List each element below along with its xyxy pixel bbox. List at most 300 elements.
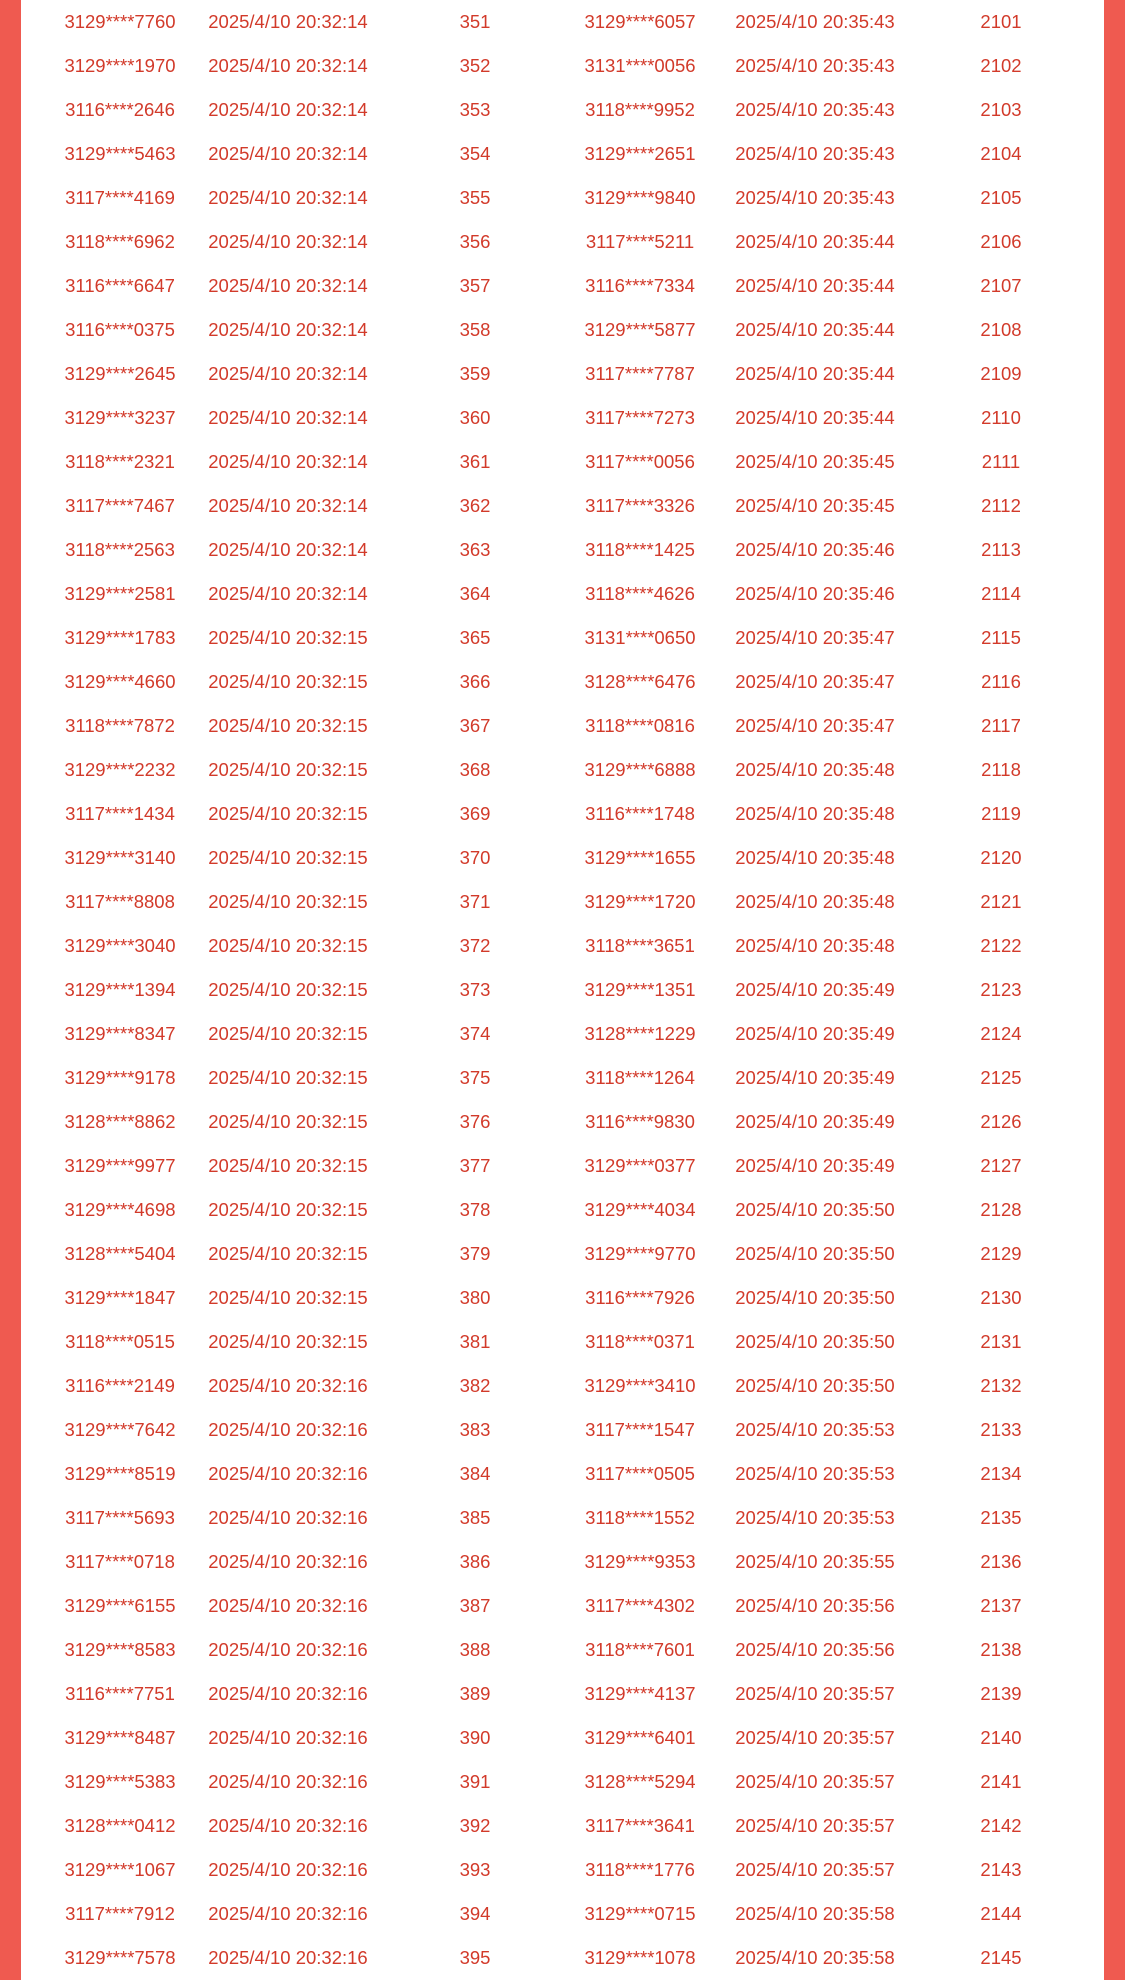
draw-time-left: 2025/4/10 20:32:15: [208, 714, 368, 736]
draw-time-left: 2025/4/10 20:32:15: [208, 1198, 368, 1220]
draw-time-left: 2025/4/10 20:32:15: [208, 1110, 368, 1132]
account-id-right: 3116****1748: [585, 802, 695, 824]
draw-time-right: 2025/4/10 20:35:50: [735, 1330, 895, 1352]
rank-number-right: 2128: [980, 1198, 1022, 1220]
table-row: [21, 1364, 1104, 1408]
rank-number-right: 2126: [980, 1110, 1022, 1132]
table-row: [21, 44, 1104, 88]
draw-time-left: 2025/4/10 20:32:15: [208, 1330, 368, 1352]
table-row: [21, 176, 1104, 220]
account-id-right: 3118****1425: [585, 538, 695, 560]
account-id-right: 3118****0816: [585, 714, 695, 736]
rank-number-left: 384: [459, 1462, 491, 1484]
draw-time-right: 2025/4/10 20:35:57: [735, 1682, 895, 1704]
draw-time-left: 2025/4/10 20:32:16: [208, 1506, 368, 1528]
draw-time-right: 2025/4/10 20:35:47: [735, 714, 895, 736]
rank-number-left: 394: [459, 1902, 491, 1924]
account-id-left: 3129****7760: [64, 10, 176, 32]
draw-time-right: 2025/4/10 20:35:46: [735, 538, 895, 560]
rank-number-right: 2123: [980, 978, 1022, 1000]
rank-number-left: 393: [459, 1858, 491, 1880]
draw-time-left: 2025/4/10 20:32:15: [208, 626, 368, 648]
rank-number-right: 2140: [980, 1726, 1022, 1748]
draw-time-right: 2025/4/10 20:35:44: [735, 318, 895, 340]
draw-time-right: 2025/4/10 20:35:48: [735, 890, 895, 912]
account-id-left: 3129****9178: [64, 1066, 176, 1088]
winner-list: [21, 0, 1104, 1980]
rank-number-right: 2132: [980, 1374, 1022, 1396]
table-row: [21, 440, 1104, 484]
account-id-right: 3129****1655: [584, 846, 696, 868]
draw-time-left: 2025/4/10 20:32:16: [208, 1902, 368, 1924]
account-id-left: 3117****1434: [65, 802, 175, 824]
rank-number-right: 2144: [980, 1902, 1022, 1924]
account-id-right: 3129****6401: [584, 1726, 696, 1748]
draw-time-right: 2025/4/10 20:35:49: [735, 978, 895, 1000]
account-id-right: 3129****1078: [584, 1946, 696, 1968]
table-row: [21, 1276, 1104, 1320]
rank-number-left: 363: [459, 538, 491, 560]
table-row: [21, 1012, 1104, 1056]
account-id-right: 3116****7334: [585, 274, 695, 296]
account-id-right: 3129****0377: [584, 1154, 696, 1176]
rank-number-right: 2120: [980, 846, 1022, 868]
draw-time-right: 2025/4/10 20:35:50: [735, 1242, 895, 1264]
rank-number-right: 2127: [980, 1154, 1022, 1176]
rank-number-left: 353: [459, 98, 491, 120]
draw-time-right: 2025/4/10 20:35:57: [735, 1814, 895, 1836]
draw-time-left: 2025/4/10 20:32:16: [208, 1374, 368, 1396]
draw-time-right: 2025/4/10 20:35:43: [735, 10, 895, 32]
account-id-left: 3129****2581: [64, 582, 176, 604]
draw-time-right: 2025/4/10 20:35:49: [735, 1022, 895, 1044]
table-row: [21, 1188, 1104, 1232]
rank-number-left: 362: [459, 494, 491, 516]
account-id-left: 3118****0515: [65, 1330, 175, 1352]
rank-number-right: 2106: [980, 230, 1022, 252]
rank-number-right: 2124: [980, 1022, 1022, 1044]
account-id-right: 3118****1776: [585, 1858, 695, 1880]
account-id-left: 3128****5404: [64, 1242, 176, 1264]
draw-time-right: 2025/4/10 20:35:58: [735, 1902, 895, 1924]
table-row: [21, 1804, 1104, 1848]
account-id-left: 3116****2149: [65, 1374, 175, 1396]
draw-time-right: 2025/4/10 20:35:43: [735, 54, 895, 76]
rank-number-right: 2125: [980, 1066, 1022, 1088]
draw-time-left: 2025/4/10 20:32:15: [208, 1154, 368, 1176]
rank-number-left: 367: [459, 714, 491, 736]
table-row: [21, 836, 1104, 880]
draw-time-left: 2025/4/10 20:32:16: [208, 1682, 368, 1704]
rank-number-left: 354: [459, 142, 491, 164]
account-id-right: 3117****7273: [585, 406, 695, 428]
rank-number-left: 364: [459, 582, 491, 604]
rank-number-left: 385: [459, 1506, 491, 1528]
rank-number-right: 2133: [980, 1418, 1022, 1440]
account-id-left: 3116****2646: [65, 98, 175, 120]
account-id-left: 3129****3237: [64, 406, 176, 428]
draw-time-right: 2025/4/10 20:35:56: [735, 1638, 895, 1660]
draw-time-right: 2025/4/10 20:35:48: [735, 758, 895, 780]
account-id-right: 3117****5211: [585, 230, 695, 252]
rank-number-left: 382: [459, 1374, 491, 1396]
table-row: [21, 748, 1104, 792]
draw-time-left: 2025/4/10 20:32:14: [208, 98, 368, 120]
draw-time-right: 2025/4/10 20:35:57: [735, 1770, 895, 1792]
table-row: [21, 132, 1104, 176]
account-id-right: 3118****9952: [585, 98, 695, 120]
account-id-right: 3118****1264: [585, 1066, 695, 1088]
draw-time-left: 2025/4/10 20:32:14: [208, 10, 368, 32]
rank-number-right: 2129: [980, 1242, 1022, 1264]
account-id-right: 3129****2651: [584, 142, 696, 164]
draw-time-right: 2025/4/10 20:35:57: [735, 1858, 895, 1880]
rank-number-left: 379: [459, 1242, 491, 1264]
table-row: [21, 572, 1104, 616]
table-row: [21, 264, 1104, 308]
table-row: [21, 968, 1104, 1012]
account-id-right: 3129****6888: [584, 758, 696, 780]
draw-time-left: 2025/4/10 20:32:14: [208, 538, 368, 560]
draw-time-left: 2025/4/10 20:32:16: [208, 1814, 368, 1836]
draw-time-left: 2025/4/10 20:32:14: [208, 582, 368, 604]
draw-time-right: 2025/4/10 20:35:44: [735, 406, 895, 428]
rank-number-left: 365: [459, 626, 491, 648]
draw-time-right: 2025/4/10 20:35:50: [735, 1374, 895, 1396]
account-id-left: 3116****7751: [65, 1682, 175, 1704]
table-row: [21, 1892, 1104, 1936]
account-id-right: 3118****0371: [585, 1330, 695, 1352]
rank-number-left: 351: [459, 10, 491, 32]
table-row: [21, 1100, 1104, 1144]
rank-number-right: 2114: [981, 582, 1021, 604]
table-row: [21, 220, 1104, 264]
draw-time-left: 2025/4/10 20:32:14: [208, 274, 368, 296]
draw-time-left: 2025/4/10 20:32:14: [208, 230, 368, 252]
account-id-left: 3129****5463: [64, 142, 176, 164]
rank-number-left: 383: [459, 1418, 491, 1440]
draw-time-right: 2025/4/10 20:35:53: [735, 1506, 895, 1528]
draw-time-left: 2025/4/10 20:32:14: [208, 362, 368, 384]
draw-time-left: 2025/4/10 20:32:14: [208, 142, 368, 164]
rank-number-left: 371: [459, 890, 491, 912]
rank-number-right: 2143: [980, 1858, 1022, 1880]
account-id-right: 3128****5294: [584, 1770, 696, 1792]
account-id-right: 3116****9830: [585, 1110, 695, 1132]
account-id-right: 3129****9353: [584, 1550, 696, 1572]
account-id-left: 3118****7872: [65, 714, 175, 736]
rank-number-right: 2135: [980, 1506, 1022, 1528]
rank-number-left: 376: [459, 1110, 491, 1132]
account-id-right: 3117****3326: [585, 494, 695, 516]
draw-time-right: 2025/4/10 20:35:48: [735, 934, 895, 956]
rank-number-right: 2115: [981, 626, 1021, 648]
account-id-left: 3129****1067: [64, 1858, 176, 1880]
table-row: [21, 1320, 1104, 1364]
rank-number-right: 2130: [980, 1286, 1022, 1308]
account-id-right: 3129****9840: [584, 186, 696, 208]
rank-number-right: 2116: [981, 670, 1021, 692]
draw-time-right: 2025/4/10 20:35:49: [735, 1110, 895, 1132]
table-row: [21, 352, 1104, 396]
account-id-right: 3118****7601: [585, 1638, 695, 1660]
table-row: [21, 792, 1104, 836]
draw-time-left: 2025/4/10 20:32:15: [208, 1022, 368, 1044]
rank-number-left: 360: [459, 406, 491, 428]
table-row: [21, 1056, 1104, 1100]
rank-number-right: 2109: [980, 362, 1022, 384]
table-row: [21, 1716, 1104, 1760]
draw-time-right: 2025/4/10 20:35:45: [735, 450, 895, 472]
draw-time-left: 2025/4/10 20:32:15: [208, 670, 368, 692]
rank-number-right: 2104: [980, 142, 1022, 164]
draw-time-left: 2025/4/10 20:32:15: [208, 890, 368, 912]
rank-number-left: 378: [459, 1198, 491, 1220]
draw-time-right: 2025/4/10 20:35:44: [735, 230, 895, 252]
draw-time-right: 2025/4/10 20:35:49: [735, 1154, 895, 1176]
account-id-left: 3128****0412: [64, 1814, 176, 1836]
account-id-left: 3116****0375: [65, 318, 175, 340]
rank-number-right: 2105: [980, 186, 1022, 208]
account-id-left: 3128****8862: [64, 1110, 176, 1132]
account-id-left: 3129****1394: [64, 978, 176, 1000]
account-id-right: 3117****1547: [585, 1418, 695, 1440]
table-row: [21, 88, 1104, 132]
rank-number-left: 370: [459, 846, 491, 868]
draw-time-right: 2025/4/10 20:35:43: [735, 142, 895, 164]
account-id-right: 3129****1720: [584, 890, 696, 912]
draw-time-left: 2025/4/10 20:32:15: [208, 846, 368, 868]
draw-time-left: 2025/4/10 20:32:16: [208, 1594, 368, 1616]
account-id-left: 3117****7467: [65, 494, 175, 516]
rank-number-right: 2141: [980, 1770, 1022, 1792]
account-id-right: 3118****3651: [585, 934, 695, 956]
rank-number-right: 2113: [981, 538, 1021, 560]
account-id-right: 3128****1229: [584, 1022, 696, 1044]
account-id-left: 3129****7578: [64, 1946, 176, 1968]
account-id-left: 3118****2321: [65, 450, 175, 472]
rank-number-right: 2102: [980, 54, 1022, 76]
account-id-left: 3118****6962: [65, 230, 175, 252]
rank-number-right: 2138: [980, 1638, 1022, 1660]
rank-number-left: 357: [459, 274, 491, 296]
draw-time-left: 2025/4/10 20:32:15: [208, 978, 368, 1000]
rank-number-left: 356: [459, 230, 491, 252]
rank-number-left: 374: [459, 1022, 491, 1044]
account-id-left: 3129****1847: [64, 1286, 176, 1308]
table-row: [21, 1496, 1104, 1540]
account-id-left: 3129****8487: [64, 1726, 176, 1748]
account-id-left: 3129****8347: [64, 1022, 176, 1044]
account-id-right: 3129****0715: [584, 1902, 696, 1924]
account-id-left: 3129****9977: [64, 1154, 176, 1176]
rank-number-left: 391: [459, 1770, 491, 1792]
rank-number-right: 2117: [981, 714, 1021, 736]
account-id-left: 3129****5383: [64, 1770, 176, 1792]
account-id-left: 3129****1970: [64, 54, 176, 76]
rank-number-right: 2110: [981, 406, 1021, 428]
rank-number-right: 2145: [980, 1946, 1022, 1968]
table-row: [21, 1760, 1104, 1804]
table-row: [21, 1936, 1104, 1980]
table-row: [21, 484, 1104, 528]
rank-number-right: 2107: [980, 274, 1022, 296]
table-row: [21, 880, 1104, 924]
table-row: [21, 1408, 1104, 1452]
rank-number-right: 2119: [981, 802, 1021, 824]
account-id-right: 3131****0650: [584, 626, 696, 648]
account-id-right: 3129****3410: [584, 1374, 696, 1396]
rank-number-right: 2134: [980, 1462, 1022, 1484]
table-row: [21, 660, 1104, 704]
account-id-right: 3129****1351: [584, 978, 696, 1000]
rank-number-left: 359: [459, 362, 491, 384]
draw-time-right: 2025/4/10 20:35:58: [735, 1946, 895, 1968]
account-id-right: 3117****0505: [585, 1462, 695, 1484]
account-id-right: 3131****0056: [584, 54, 696, 76]
account-id-left: 3117****5693: [65, 1506, 175, 1528]
draw-time-left: 2025/4/10 20:32:16: [208, 1550, 368, 1572]
draw-time-right: 2025/4/10 20:35:48: [735, 846, 895, 868]
account-id-right: 3129****6057: [584, 10, 696, 32]
rank-number-left: 358: [459, 318, 491, 340]
draw-time-right: 2025/4/10 20:35:48: [735, 802, 895, 824]
account-id-left: 3117****0718: [65, 1550, 175, 1572]
account-id-left: 3129****3040: [64, 934, 176, 956]
rank-number-right: 2111: [981, 450, 1021, 472]
account-id-left: 3117****7912: [65, 1902, 175, 1924]
rank-number-right: 2142: [980, 1814, 1022, 1836]
draw-time-right: 2025/4/10 20:35:53: [735, 1418, 895, 1440]
account-id-left: 3129****8519: [64, 1462, 176, 1484]
account-id-left: 3129****1783: [64, 626, 176, 648]
rank-number-left: 375: [459, 1066, 491, 1088]
winner-list-panel: [21, 0, 1104, 1980]
account-id-right: 3128****6476: [584, 670, 696, 692]
account-id-left: 3129****2232: [64, 758, 176, 780]
table-row: [21, 1628, 1104, 1672]
rank-number-left: 373: [459, 978, 491, 1000]
rank-number-left: 361: [459, 450, 491, 472]
table-row: [21, 528, 1104, 572]
account-id-right: 3117****4302: [585, 1594, 695, 1616]
draw-time-left: 2025/4/10 20:32:15: [208, 758, 368, 780]
rank-number-right: 2131: [980, 1330, 1022, 1352]
rank-number-right: 2108: [980, 318, 1022, 340]
rank-number-right: 2136: [980, 1550, 1022, 1572]
rank-number-right: 2101: [980, 10, 1022, 32]
draw-time-right: 2025/4/10 20:35:57: [735, 1726, 895, 1748]
account-id-right: 3117****3641: [585, 1814, 695, 1836]
account-id-left: 3129****7642: [64, 1418, 176, 1440]
draw-time-right: 2025/4/10 20:35:47: [735, 626, 895, 648]
table-row: [21, 1452, 1104, 1496]
rank-number-left: 389: [459, 1682, 491, 1704]
draw-time-right: 2025/4/10 20:35:50: [735, 1286, 895, 1308]
table-row: [21, 616, 1104, 660]
table-row: [21, 1540, 1104, 1584]
draw-time-left: 2025/4/10 20:32:16: [208, 1770, 368, 1792]
draw-time-left: 2025/4/10 20:32:16: [208, 1858, 368, 1880]
account-id-right: 3118****4626: [585, 582, 695, 604]
rank-number-left: 395: [459, 1946, 491, 1968]
rank-number-left: 372: [459, 934, 491, 956]
rank-number-right: 2122: [980, 934, 1022, 956]
rank-number-right: 2103: [980, 98, 1022, 120]
account-id-right: 3117****0056: [585, 450, 695, 472]
account-id-left: 3129****6155: [64, 1594, 176, 1616]
table-row: [21, 704, 1104, 748]
draw-time-right: 2025/4/10 20:35:49: [735, 1066, 895, 1088]
draw-time-left: 2025/4/10 20:32:15: [208, 1286, 368, 1308]
table-row: [21, 924, 1104, 968]
rank-number-left: 388: [459, 1638, 491, 1660]
rank-number-left: 377: [459, 1154, 491, 1176]
table-row: [21, 1584, 1104, 1628]
draw-time-left: 2025/4/10 20:32:15: [208, 802, 368, 824]
draw-time-right: 2025/4/10 20:35:55: [735, 1550, 895, 1572]
account-id-left: 3116****6647: [65, 274, 175, 296]
draw-time-right: 2025/4/10 20:35:44: [735, 274, 895, 296]
draw-time-left: 2025/4/10 20:32:14: [208, 186, 368, 208]
account-id-right: 3129****4137: [584, 1682, 696, 1704]
draw-time-left: 2025/4/10 20:32:15: [208, 934, 368, 956]
draw-time-right: 2025/4/10 20:35:47: [735, 670, 895, 692]
table-row: [21, 0, 1104, 44]
account-id-left: 3129****4698: [64, 1198, 176, 1220]
rank-number-right: 2139: [980, 1682, 1022, 1704]
draw-time-right: 2025/4/10 20:35:53: [735, 1462, 895, 1484]
rank-number-left: 390: [459, 1726, 491, 1748]
draw-time-right: 2025/4/10 20:35:56: [735, 1594, 895, 1616]
rank-number-left: 380: [459, 1286, 491, 1308]
rank-number-right: 2112: [981, 494, 1021, 516]
draw-time-right: 2025/4/10 20:35:46: [735, 582, 895, 604]
rank-number-left: 369: [459, 802, 491, 824]
table-row: [21, 1232, 1104, 1276]
account-id-left: 3129****3140: [64, 846, 176, 868]
draw-time-right: 2025/4/10 20:35:50: [735, 1198, 895, 1220]
draw-time-left: 2025/4/10 20:32:16: [208, 1418, 368, 1440]
table-row: [21, 1848, 1104, 1892]
rank-number-left: 366: [459, 670, 491, 692]
account-id-left: 3129****2645: [64, 362, 176, 384]
rank-number-right: 2137: [980, 1594, 1022, 1616]
account-id-right: 3118****1552: [585, 1506, 695, 1528]
account-id-right: 3129****4034: [584, 1198, 696, 1220]
table-row: [21, 1144, 1104, 1188]
draw-time-left: 2025/4/10 20:32:15: [208, 1066, 368, 1088]
draw-time-left: 2025/4/10 20:32:16: [208, 1638, 368, 1660]
rank-number-left: 352: [459, 54, 491, 76]
rank-number-right: 2121: [980, 890, 1022, 912]
account-id-left: 3129****8583: [64, 1638, 176, 1660]
draw-time-left: 2025/4/10 20:32:16: [208, 1462, 368, 1484]
draw-time-right: 2025/4/10 20:35:43: [735, 98, 895, 120]
draw-time-left: 2025/4/10 20:32:14: [208, 406, 368, 428]
draw-time-left: 2025/4/10 20:32:15: [208, 1242, 368, 1264]
draw-time-left: 2025/4/10 20:32:16: [208, 1726, 368, 1748]
account-id-left: 3118****2563: [65, 538, 175, 560]
draw-time-right: 2025/4/10 20:35:44: [735, 362, 895, 384]
rank-number-left: 386: [459, 1550, 491, 1572]
rank-number-left: 392: [459, 1814, 491, 1836]
account-id-right: 3117****7787: [585, 362, 695, 384]
account-id-right: 3116****7926: [585, 1286, 695, 1308]
account-id-right: 3129****9770: [584, 1242, 696, 1264]
table-row: [21, 308, 1104, 352]
draw-time-left: 2025/4/10 20:32:14: [208, 54, 368, 76]
